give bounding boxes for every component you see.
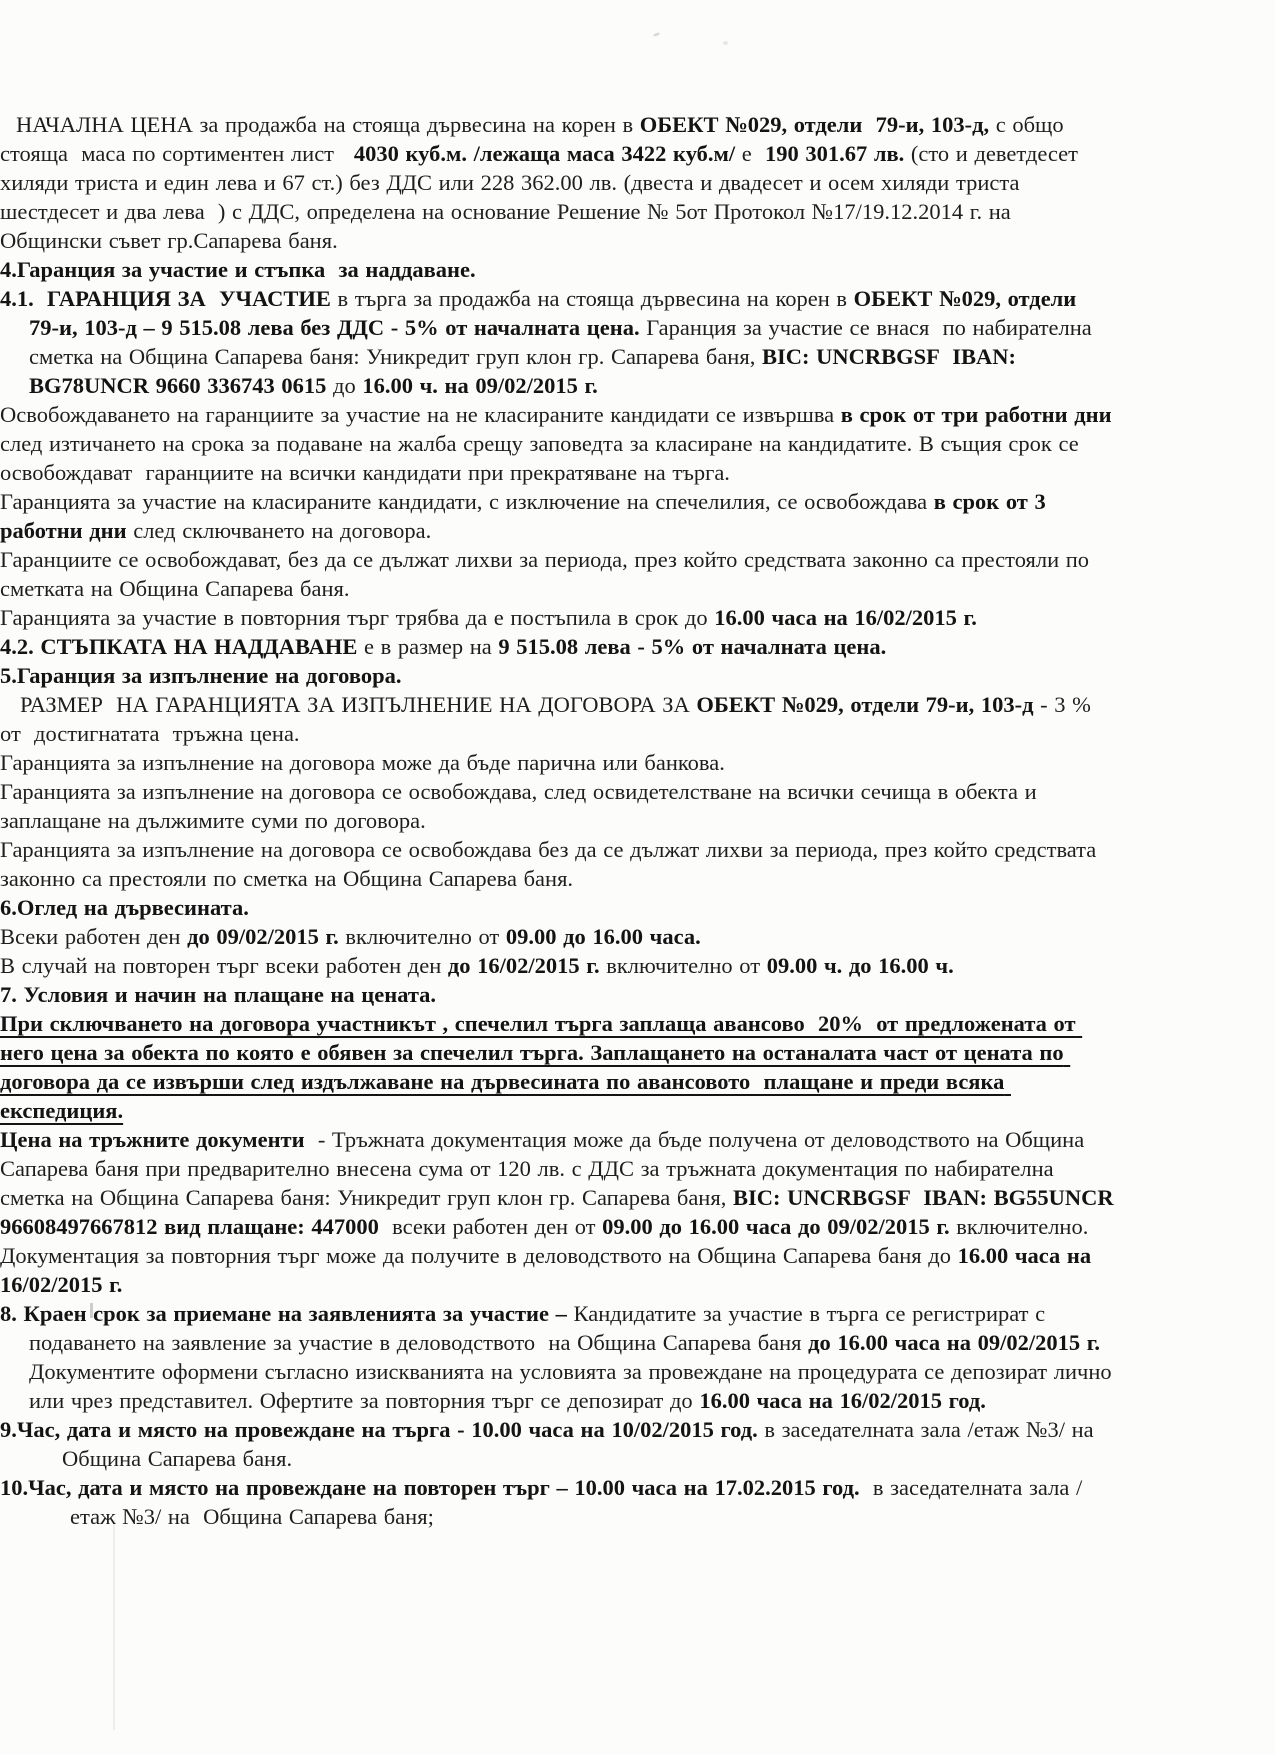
heading-section-7 — [0, 980, 1117, 1009]
text-run: в срок от три работни дни — [840, 402, 1112, 427]
text-run: всеки работен ден от — [378, 1214, 603, 1239]
heading-section-6 — [0, 893, 1117, 922]
paragraph-section-8 — [0, 1299, 1117, 1415]
text-run: 16.00 ч. на 09/02/2015 г. — [362, 373, 598, 398]
text-run: 7. Условия и начин на плащане на цената. — [0, 982, 437, 1007]
text-run: 09.00 до 16.00 часа. — [505, 924, 701, 949]
text-run: 9 515.08 лева - 5% от началната цена. — [498, 634, 887, 659]
text-run: Освобождаването на гаранциите за участие на не класираните кандидати се извършва — [0, 402, 841, 427]
paragraph-performance-guarantee-form — [0, 748, 1117, 777]
text-run: Гаранциите се освобождават, без да се дължат лихви за периода, през който средствата законно са престояли по сметката на Община Сапарева баня. — [0, 547, 1096, 601]
text-run: РАЗМЕР НА ГАРАНЦИЯТА ЗА ИЗПЪЛНЕНИЕ НА ДОГОВОРА ЗА — [20, 692, 697, 717]
text-run: ОБЕКТ №029, отдели 79-и, 103-д – 9 515.08 лева без ДДС - 5% от началната цена. — [29, 286, 1090, 340]
paragraph-payment-terms-underlined — [0, 1009, 1117, 1125]
scan-artifact-speck — [653, 32, 661, 37]
paragraph-4-2 — [0, 632, 1117, 661]
text-run: 4.1. ГАРАНЦИЯ ЗА УЧАСТИЕ — [0, 286, 331, 311]
text-run: - Тръжната документация може да бъде получена от деловодството на Община Сапарева баня при предварително внесена сума от 120 лв. с ДДС за тръжната документация по набирателна сметка на Община Сапарева баня: Уникредит груп клон гр. Сапарева баня, — [0, 1127, 1091, 1210]
text-run: Гаранцията за изпълнение на договора се освобождава, след освидетелстване на всички сечища в обекта и заплащане на дължимите суми по договора. — [0, 779, 1044, 833]
text-run: до 09/02/2015 г. — [187, 924, 339, 949]
paragraph-repeat-auction-documents — [0, 1241, 1117, 1299]
text-run: - 3 % от достигнатата тръжна цена. — [0, 692, 1098, 746]
text-run: с общо стояща маса по сортиментен лист — [0, 112, 1071, 166]
text-run: в срок от 3 работни дни — [0, 489, 1053, 543]
text-run: включително. — [949, 1214, 1089, 1239]
text-run: в заседателната зала /етаж №3/ на Община Сапарева баня; — [70, 1475, 1083, 1529]
text-run: 5.Гаранция за изпълнение на договора. — [0, 663, 402, 688]
paragraph-guarantee-repeat-auction — [0, 603, 1117, 632]
text-run: 16.00 часа на 16/02/2015 г. — [0, 1243, 1098, 1297]
text-run: BIC: UNCRBGSF IBAN: BG78UNCR 9660 336743 0615 — [29, 344, 1023, 398]
paragraph-tender-documents-price — [0, 1125, 1121, 1241]
paragraph-section-10 — [0, 1473, 1117, 1531]
scan-artifact-line — [113, 1520, 115, 1730]
text-run: след изтичането на срока за подаване на жалба срещу заповедта за класиране на кандидатите. В същия срок се освобождават гаранциите на всички кандидати при прекратяване на търга. — [0, 402, 1119, 485]
text-run: Всеки работен ден — [0, 924, 188, 949]
paragraph-guarantee-release-2 — [0, 487, 1117, 545]
text-run: Гаранцията за изпълнение на договора се освобождава без да се дължат лихви за периода, през който средствата законно са престояли по сметка на Община Сапарева баня. — [0, 837, 1103, 891]
text-run: Гаранцията за изпълнение на договора може да бъде парична или банкова. — [0, 750, 725, 775]
text-run: 190 301.67 лв. — [765, 141, 905, 166]
text-run: е в размер на — [357, 634, 499, 659]
text-run: В случай на повторен търг всеки работен ден — [0, 953, 448, 978]
text-run: Цена на тръжните документи — [0, 1127, 305, 1152]
text-run: ОБЕКТ №029, отдели 79-и, 103-д, — [639, 112, 990, 137]
paragraph-section-9 — [0, 1415, 1117, 1473]
text-run: в заседателната зала /етаж №3/ на Община Сапарева баня. — [62, 1417, 1107, 1471]
text-run: 9.Час, дата и място на провеждане на търга - 10.00 часа на 10/02/2015 год. — [0, 1417, 758, 1442]
text-run: 8. Краен срок за приемане на заявленията за участие – — [0, 1301, 574, 1326]
paragraph-performance-guarantee-release-1 — [0, 777, 1117, 835]
text-run: до — [326, 373, 363, 398]
text-run: (сто и деветдесет хиляди триста и един лева и 67 ст.) без ДДС или 228 362.00 лв. (двеста и двадесет и осем хиляди триста шестдесет и два лева ) с ДДС, определена на основание Решение № 5от Протокол №17/19.12.2014 г. на Общински съвет гр.Сапарева баня. — [0, 141, 1085, 253]
paragraph-inspection-2 — [0, 951, 1117, 980]
text-run: Документация за повторния търг може да получите в деловодството на Община Сапарева баня до — [0, 1243, 958, 1268]
text-run: При сключването на договора участникът , спечелил търга заплаща авансово 20% от предложената от него цена за обекта по която е обявен за спечелил търга. Заплащането на останалата част от цената по договора да се извърши след издължаване на дървесината по авансовото плащане и преди всяка експедиция. — [0, 1011, 1083, 1123]
text-run: 4.2. СТЪПКАТА НА НАДДАВАНЕ — [0, 634, 358, 659]
text-run: Кандидатите за участие в търга се регистрират с подаването на заявление за участие в деловодството на Община Сапарева баня — [29, 1301, 1052, 1355]
text-run: включително от — [599, 953, 767, 978]
text-run: 09.00 до 16.00 часа до 09/02/2015 г. — [602, 1214, 950, 1239]
paragraph-guarantee-release-3 — [0, 545, 1117, 603]
text-run: Документите оформени съгласно изискванията на условията за провеждане на процедурата се депозират лично или чрез представител. Офертите за повторния търг се депозират до — [29, 1330, 1119, 1413]
text-run: до 16/02/2015 г. — [447, 953, 600, 978]
paragraph-4-1 — [0, 284, 1117, 400]
text-run: Гаранция за участие се внася по набирателна сметка на Община Сапарева баня: Уникредит груп клон гр. Сапарева баня, — [29, 315, 1099, 369]
paragraph-inspection-1 — [0, 922, 1117, 951]
text-run: ОБЕКТ №029, отдели 79-и, 103-д — [696, 692, 1034, 717]
text-run: в търга за продажба на стояща дървесина на корен в — [330, 286, 854, 311]
text-run: 16.00 часа на 16/02/2015 г. — [714, 605, 977, 630]
text-run: 10.Час, дата и място на провеждане на повторен търг – 10.00 часа на 17.02.2015 год. — [0, 1475, 860, 1500]
paragraph-performance-guarantee-release-2 — [0, 835, 1117, 893]
text-run: е — [735, 141, 765, 166]
text-run: до 16.00 часа на 09/02/2015 г. — [808, 1330, 1101, 1355]
text-run: 4.Гаранция за участие и стъпка за наддаване. — [0, 257, 476, 282]
text-run: Гаранцията за участие в повторния търг трябва да е постъпила в срок до — [0, 605, 715, 630]
text-run: 09.00 ч. до 16.00 ч. — [766, 953, 954, 978]
text-run: 4030 куб.м. /лежаща маса 3422 куб.м/ — [353, 141, 736, 166]
text-run: 16.00 часа на 16/02/2015 год. — [699, 1388, 986, 1413]
text-run: 6.Оглед на дървесината. — [0, 895, 249, 920]
text-run: включително от — [338, 924, 506, 949]
scan-artifact-speck — [723, 41, 728, 45]
text-run: НАЧАЛНА ЦЕНА за продажба на стояща дървесина на корен в — [16, 112, 640, 137]
text-run: Гаранцията за участие на класираните кандидати, с изключение на спечелилия, се освобождава — [0, 489, 934, 514]
paragraph-performance-guarantee-size — [0, 690, 1117, 748]
paragraph-starting-price — [0, 110, 1117, 255]
text-run: след сключването на договора. — [126, 518, 432, 543]
text-run: BIC: UNCRBGSF IBAN: BG55UNCR 96608497667812 вид плащане: 447000 — [0, 1185, 1121, 1239]
paragraph-guarantee-release-1 — [0, 400, 1117, 487]
document-body — [0, 110, 1275, 1531]
heading-section-4 — [0, 255, 1117, 284]
heading-section-5 — [0, 661, 1117, 690]
